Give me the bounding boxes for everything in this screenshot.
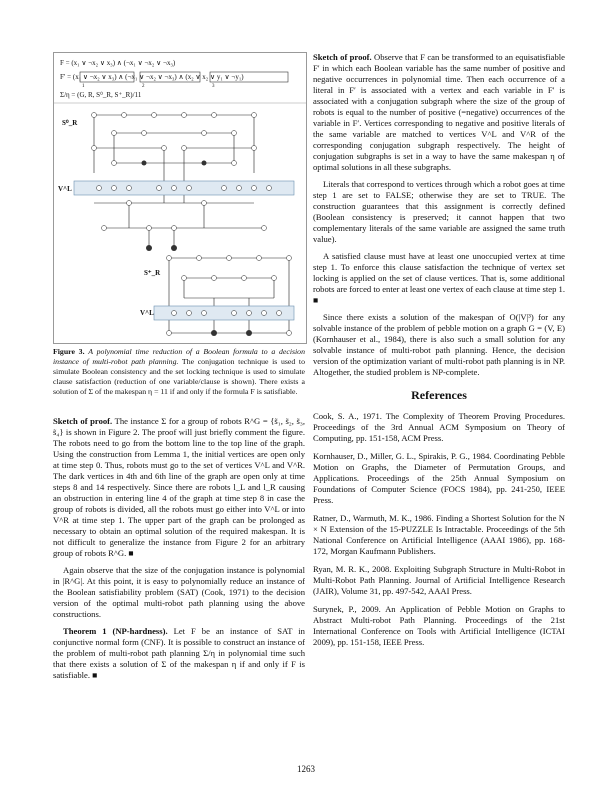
upper-literal-row [74,181,294,195]
s0-label: S⁰_R [62,119,78,127]
page-number: 1263 [297,764,315,774]
left-column [53,416,305,687]
left-p1-body: The instance Σ for a group of robots R^G = {s̃₁, s̃₂, s̃₃, s̃₄} is shown in Figure 2. The proof will just briefly comment the figure. The robots need to go from the bottom line to the top line of the graph. Using the construction from Lemma 1, the initial vertices are open only at time step 0. Thus, robots must go to the set of vertices V^L and V^R. The dark vertices in 4th and 6th line of the graph are open only at time steps 8 and 14 respectively. Since there are robots l_L and l_R causing an obstruction in entering line 4 of the graph at time step 8 in case the group of robots is divided, all the robots must go either into V^L or into V^R at time step 1. The upper part of the graph can be prolonged as necessary to obtain an optimal solution of the required makespan. It is not difficult to generalize the instance from Figure 2 for an arbitrary group of robots R^G. ■ [53,416,305,558]
left-paragraph-2: Again observe that the size of the conjugation instance is polynomial in |R^G|. At this point, it is easy to polynomially reduce an instance of the Boolean satisfiability problem (SAT) (Cook, 1971) to the decision version of the optimal multi-robot path planning using the above constructions. [53,565,305,619]
formula-fprime: F′ = (x₁ ∨ ¬x₂ ∨ x₃) ∧ (¬x₁ ∨ ¬x₂ ∨ ¬x₃) ∧ (x₂ ∨ x₂ ∨ y₁ ∨ ¬y₁) [60,73,244,81]
sigma-eta: Σ/η = (G, R, S⁰_R, S⁺_R)/11 [60,91,142,99]
clause-index-3: 3 [212,84,215,89]
right-column [313,52,565,655]
left-paragraph-1 [53,416,305,559]
reference-item-3: Ratner, D., Warmuth, M. K., 1986. Finding a Shortest Solution for the N × N Extension of the 15-PUZZLE Is Intractable. Proceedings of the 5th National Conference on Artificial Intelligence (AAAI 1986), pp. 168-172, Morgan Kaufmann Publishers. [313,513,565,556]
reference-item-4: Ryan, M. R. K., 2008. Exploiting Subgraph Structure in Multi-Robot in Multi-Robot Path Planning. Journal of Artificial Intelligence Research (JAIR), Volume 31, pp. 497-542, AAAI Press. [313,564,565,596]
splus-label: S⁺_R [144,269,161,277]
figure-caption [53,347,305,397]
reference-item-2: Kornhauser, D., Miller, G. L., Spirakis, P. G., 1984. Coordinating Pebble Motion on Graphs, the Diameter of Permutation Groups, and Applications. Proceedings of the 25th Annual Symposium on Foundations of Computer Science (FOCS 1984), pp. 241-250, IEEE Press. [313,451,565,505]
upper-subgraph-nodes [92,113,267,231]
theorem-head: Theorem 1 (NP-hardness). [63,626,168,636]
caption-label: Figure 3. [53,347,85,356]
left-p1-head: Sketch of proof. [53,416,113,426]
left-paragraph-3 [53,626,305,681]
lower-subgraph-nodes [167,256,292,336]
reference-item-1: Cook, S. A., 1971. The Complexity of Theorem Proving Procedures. Proceedings of the 3rd Annual ACM Symposium on Theory of Computing, pp. 151-158, ACM Press. [313,411,565,443]
right-paragraph-4: Since there exists a solution of the makespan of O(|V|³) for any solvable instance of the problem of pebble motion on a graph G = (V, E) (Kornhauser et al., 1984), there is also such a small solution for any solvable instance of multi-robot path planning. Hence, the decision version of the optimization variant of multi-robot path planning is in NP. Altogether, the studied problem is NP-complete. [313,312,565,377]
references-heading: References [411,388,467,402]
formula-f: F = (x₁ ∨ ¬x₂ ∨ x₃) ∧ (¬x₁ ∨ ¬x₂ ∨ ¬x₃) [60,59,176,67]
vl-label-upper: V^L [58,185,72,193]
lower-subgraph-edges [169,258,289,333]
right-paragraph-3: A satisfied clause must have at least one unoccupied vertex at time step 1. To enforce this clause satisfaction the technique of vertex set locking is applied on the set of clause vertices. That is, some additional robots are forced to enter at least one vertex of each clause at time step 1. ■ [313,251,565,305]
clause-index-2: 2 [142,84,145,89]
caption-italic: A polynomial time reduction of a Boolean formula to a decision instance of multi-robot path planning. [53,347,305,366]
right-p1-body: Observe that F can be transformed to an equisatisfiable F′ in which each Boolean variable has the same number of positive and negative occurrences in polynomial time. Then each occurrence of a literal in F′ is associated with a vertex and each variable in F′ is associated with a conjugation subgraph where the size of the group of robots is equal to the number of positive (=negative) occurrences of the variable in F′. Vertices corresponding to negative and positive literals of the same variable are matched to vertices V^L and V^R of the corresponding conjugation subgraph respectively. The height of conjugation subgraphs is set in a way to have the same makespan η of optimal solutions in all these subgraphs. [313,52,565,172]
right-p1-head: Sketch of proof. [313,52,372,62]
right-paragraph-1 [313,52,565,173]
clause-index-1: 1 [82,84,85,89]
right-paragraph-2: Literals that correspond to vertices through which a robot goes at time step 1 are set to FALSE; otherwise they are set to TRUE. The construction guarantees that this assignment is correctly defined (Boolean consistency is preserved; it cannot happen that two complementary literals of the same variable are assigned the same truth value). [313,179,565,244]
caption-text: The conjugation technique is used to simulate Boolean consistency and the set locking technique is used to simulate clause satisfaction (reduction of one variable/clause is shown). There exists a solution of Σ of the makespan η = 11 if and only if the formula F is satisfiable. [53,357,305,396]
figure-3 [53,52,307,344]
vl-label-lower: V^L [140,309,154,317]
reduction-diagram [54,53,306,343]
reference-item-5: Surynek, P., 2009. An Application of Pebble Motion on Graphs to Abstract Multi-robot Path Planning. Proceedings of the 21st International Conference on Tools with Artificial Intelligence (ICTAI 2009), pp. 151-158, IEEE Press. [313,604,565,647]
theorem-body: Let F be an instance of SAT in conjunctive normal form (CNF). It is possible to construct an instance of the problem of multi-robot path planning Σ/η in polynomial time such that there exists a solution of Σ of the makespan η if and only if F is satisfiable. ■ [53,626,305,680]
